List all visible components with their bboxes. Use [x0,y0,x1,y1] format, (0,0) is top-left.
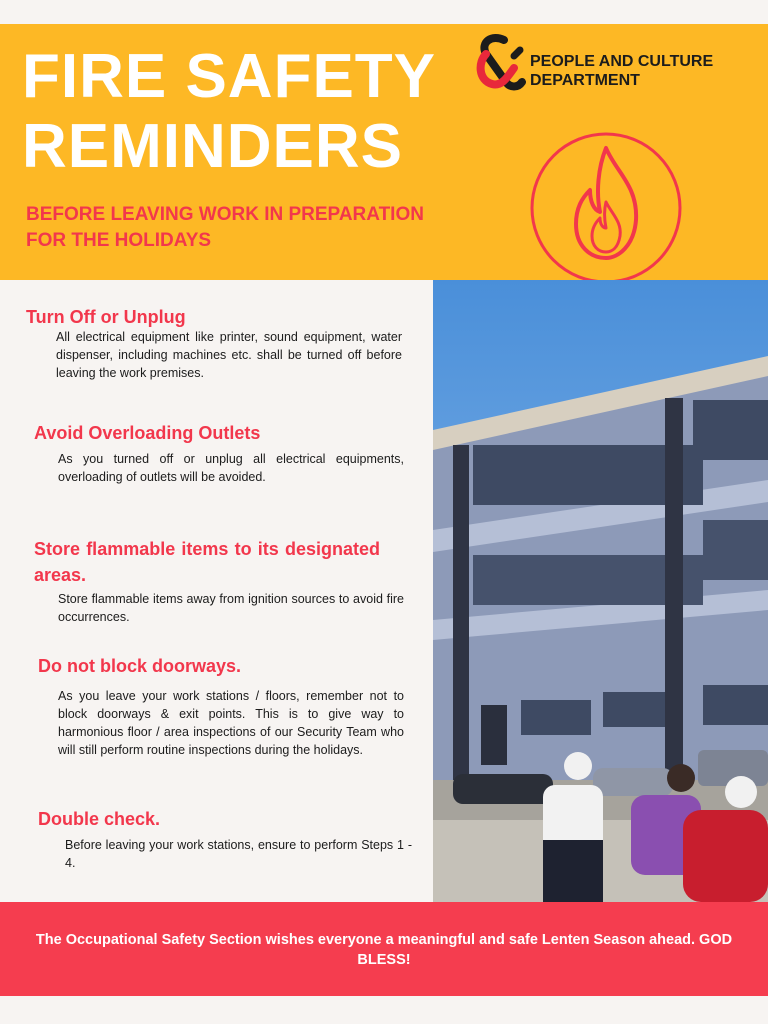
department-name: PEOPLE AND CULTURE DEPARTMENT [530,53,714,89]
section-body-flammable: Store flammable items away from ignition sources to avoid fire occurrences. [58,592,404,624]
building-photo [433,280,768,902]
section-title-doorways: Do not block doorways. [38,656,242,676]
section-title-double-check: Double check. [38,809,161,829]
footer-banner [0,902,768,996]
section-title-turn-off: Turn Off or Unplug [26,307,186,327]
section-body-double-check: Before leaving your work stations, ensure to perform Steps 1 - 4. [65,838,412,870]
flame-in-circle-icon [520,128,692,293]
footer-message: The Occupational Safety Section wishes everyone a meaningful and safe Lenten Season ahead. GOD BLESS! [35,932,733,968]
section-title-flammable: Store flammable items to its designated areas. [34,539,380,585]
section-body-turn-off: All electrical equipment like printer, sound equipment, water dispenser, including machines etc. shall be turned off before leaving the work premises. [56,330,402,380]
page-title: FIRE SAFETY REMINDERS [22,42,435,181]
page-subtitle: BEFORE LEAVING WORK IN PREPARATION FOR THE HOLIDAYS [26,204,424,251]
section-body-overloading: As you turned off or unplug all electrical equipments, overloading of outlets will be avoided. [58,452,404,484]
header-banner [0,24,768,280]
section-title-overloading: Avoid Overloading Outlets [34,423,261,443]
ampersand-logo-icon [474,32,526,99]
section-body-doorways: As you leave your work stations / floors, remember not to block doorways & exit points. This is to give way to harmonious floor / area inspections of our Security Team who will still perform routine inspections during the holidays. [58,689,404,757]
